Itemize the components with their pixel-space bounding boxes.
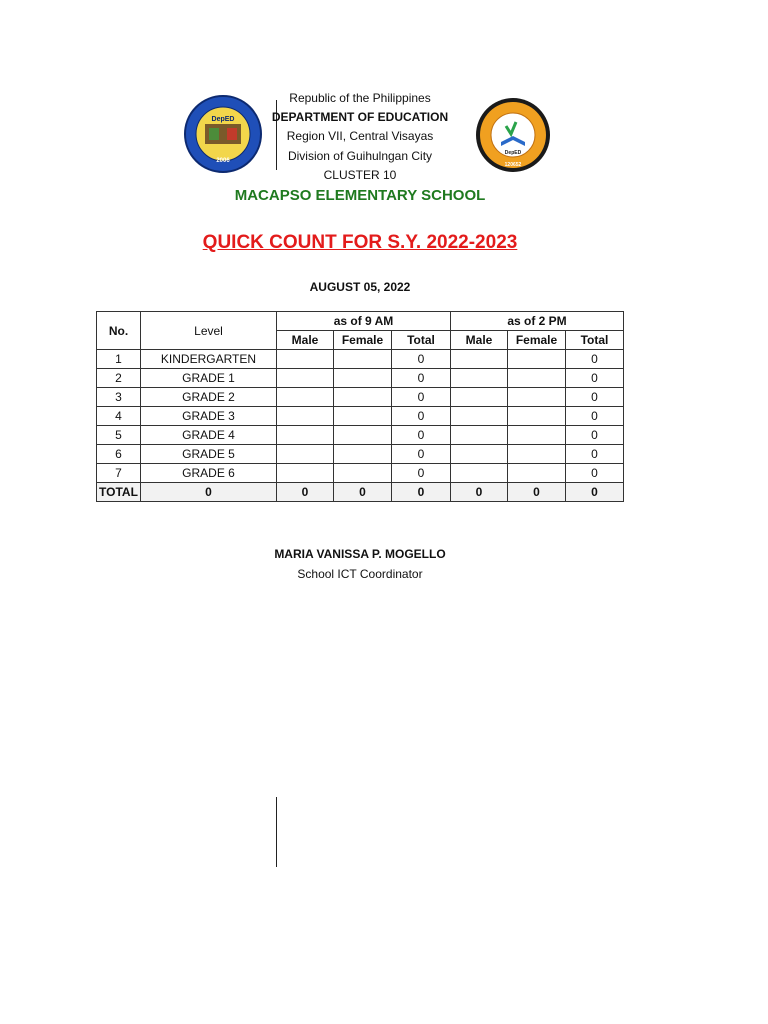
table-row [97, 369, 624, 388]
cell-pm-total: 0 [566, 426, 624, 445]
header-no: No. [97, 312, 141, 350]
cell-level: GRADE 4 [141, 426, 277, 445]
cell-no: 6 [97, 445, 141, 464]
cell-am-male [277, 350, 334, 369]
cell-pm-female [508, 369, 566, 388]
cluster-line: CLUSTER 10 [323, 168, 397, 182]
total-pm-total: 0 [566, 483, 624, 502]
table-row [97, 426, 624, 445]
table-row [97, 464, 624, 483]
total-am-total: 0 [392, 483, 451, 502]
cell-pm-total: 0 [566, 464, 624, 483]
total-am-male: 0 [277, 483, 334, 502]
header-pm-total: Total [566, 331, 624, 350]
cell-level: GRADE 1 [141, 369, 277, 388]
cell-level: GRADE 2 [141, 388, 277, 407]
total-pm-male: 0 [451, 483, 508, 502]
cell-am-female [334, 350, 392, 369]
header-am-male: Male [277, 331, 334, 350]
cell-am-female [334, 464, 392, 483]
page-title: QUICK COUNT FOR S.Y. 2022-2023 [202, 232, 518, 253]
table-row [97, 445, 624, 464]
cell-pm-male [451, 464, 508, 483]
signatory-name: MARIA VANISSA P. MOGELLO [274, 547, 446, 561]
cell-pm-male [451, 426, 508, 445]
cell-level: GRADE 6 [141, 464, 277, 483]
cell-am-male [277, 445, 334, 464]
header-9am: as of 9 AM [277, 312, 451, 331]
header-level: Level [141, 312, 277, 350]
cell-pm-female [508, 445, 566, 464]
cell-pm-female [508, 426, 566, 445]
svg-text:DepED: DepED [504, 150, 522, 156]
table-row [97, 350, 624, 369]
cell-am-female [334, 445, 392, 464]
cell-level: GRADE 3 [141, 407, 277, 426]
cell-level: GRADE 5 [141, 445, 277, 464]
table-row [97, 388, 624, 407]
cell-pm-female [508, 407, 566, 426]
cell-am-total: 0 [392, 388, 451, 407]
quick-count-table [96, 311, 624, 502]
cell-am-female [334, 426, 392, 445]
cell-am-female [334, 369, 392, 388]
cell-pm-total: 0 [566, 388, 624, 407]
total-label: TOTAL [97, 483, 141, 502]
cell-pm-total: 0 [566, 350, 624, 369]
header-am-total: Total [392, 331, 451, 350]
svg-text:2006: 2006 [216, 158, 230, 164]
cell-no: 7 [97, 464, 141, 483]
total-row [97, 483, 624, 502]
cell-no: 5 [97, 426, 141, 445]
header-pm-male: Male [451, 331, 508, 350]
cell-am-male [277, 426, 334, 445]
department-line: DEPARTMENT OF EDUCATION [271, 110, 449, 124]
cell-pm-female [508, 464, 566, 483]
header-pm-female: Female [508, 331, 566, 350]
cell-pm-male [451, 369, 508, 388]
cell-pm-male [451, 407, 508, 426]
cell-pm-male [451, 445, 508, 464]
table-row [97, 407, 624, 426]
cell-am-female [334, 388, 392, 407]
cell-am-total: 0 [392, 464, 451, 483]
total-pm-female: 0 [508, 483, 566, 502]
cell-no: 4 [97, 407, 141, 426]
region-line: Region VII, Central Visayas [286, 129, 434, 143]
school-seal-logo [473, 96, 553, 174]
svg-text:DepED: DepED [211, 116, 235, 123]
cell-pm-female [508, 350, 566, 369]
cell-no: 2 [97, 369, 141, 388]
signatory-role: School ICT Coordinator [297, 567, 423, 581]
school-name: MACAPSO ELEMENTARY SCHOOL [234, 187, 486, 204]
cell-level: KINDERGARTEN [141, 350, 277, 369]
cell-am-total: 0 [392, 407, 451, 426]
division-line: Division of Guihulngan City [287, 149, 433, 163]
cell-am-male [277, 464, 334, 483]
cell-no: 1 [97, 350, 141, 369]
republic-line: Republic of the Philippines [289, 91, 431, 105]
cell-am-female [334, 407, 392, 426]
cell-am-total: 0 [392, 445, 451, 464]
report-date: AUGUST 05, 2022 [309, 280, 411, 294]
total-level: 0 [141, 483, 277, 502]
cell-am-total: 0 [392, 350, 451, 369]
cell-am-total: 0 [392, 369, 451, 388]
cell-pm-male [451, 388, 508, 407]
cell-am-total: 0 [392, 426, 451, 445]
cell-am-male [277, 407, 334, 426]
cell-am-male [277, 388, 334, 407]
page-margin-line [276, 797, 277, 867]
cell-pm-male [451, 350, 508, 369]
cell-pm-total: 0 [566, 407, 624, 426]
cell-am-male [277, 369, 334, 388]
cell-pm-female [508, 388, 566, 407]
header-am-female: Female [334, 331, 392, 350]
header-2pm: as of 2 PM [451, 312, 624, 331]
svg-text:120652: 120652 [504, 162, 522, 168]
cell-pm-total: 0 [566, 445, 624, 464]
cell-no: 3 [97, 388, 141, 407]
total-am-female: 0 [334, 483, 392, 502]
cell-pm-total: 0 [566, 369, 624, 388]
